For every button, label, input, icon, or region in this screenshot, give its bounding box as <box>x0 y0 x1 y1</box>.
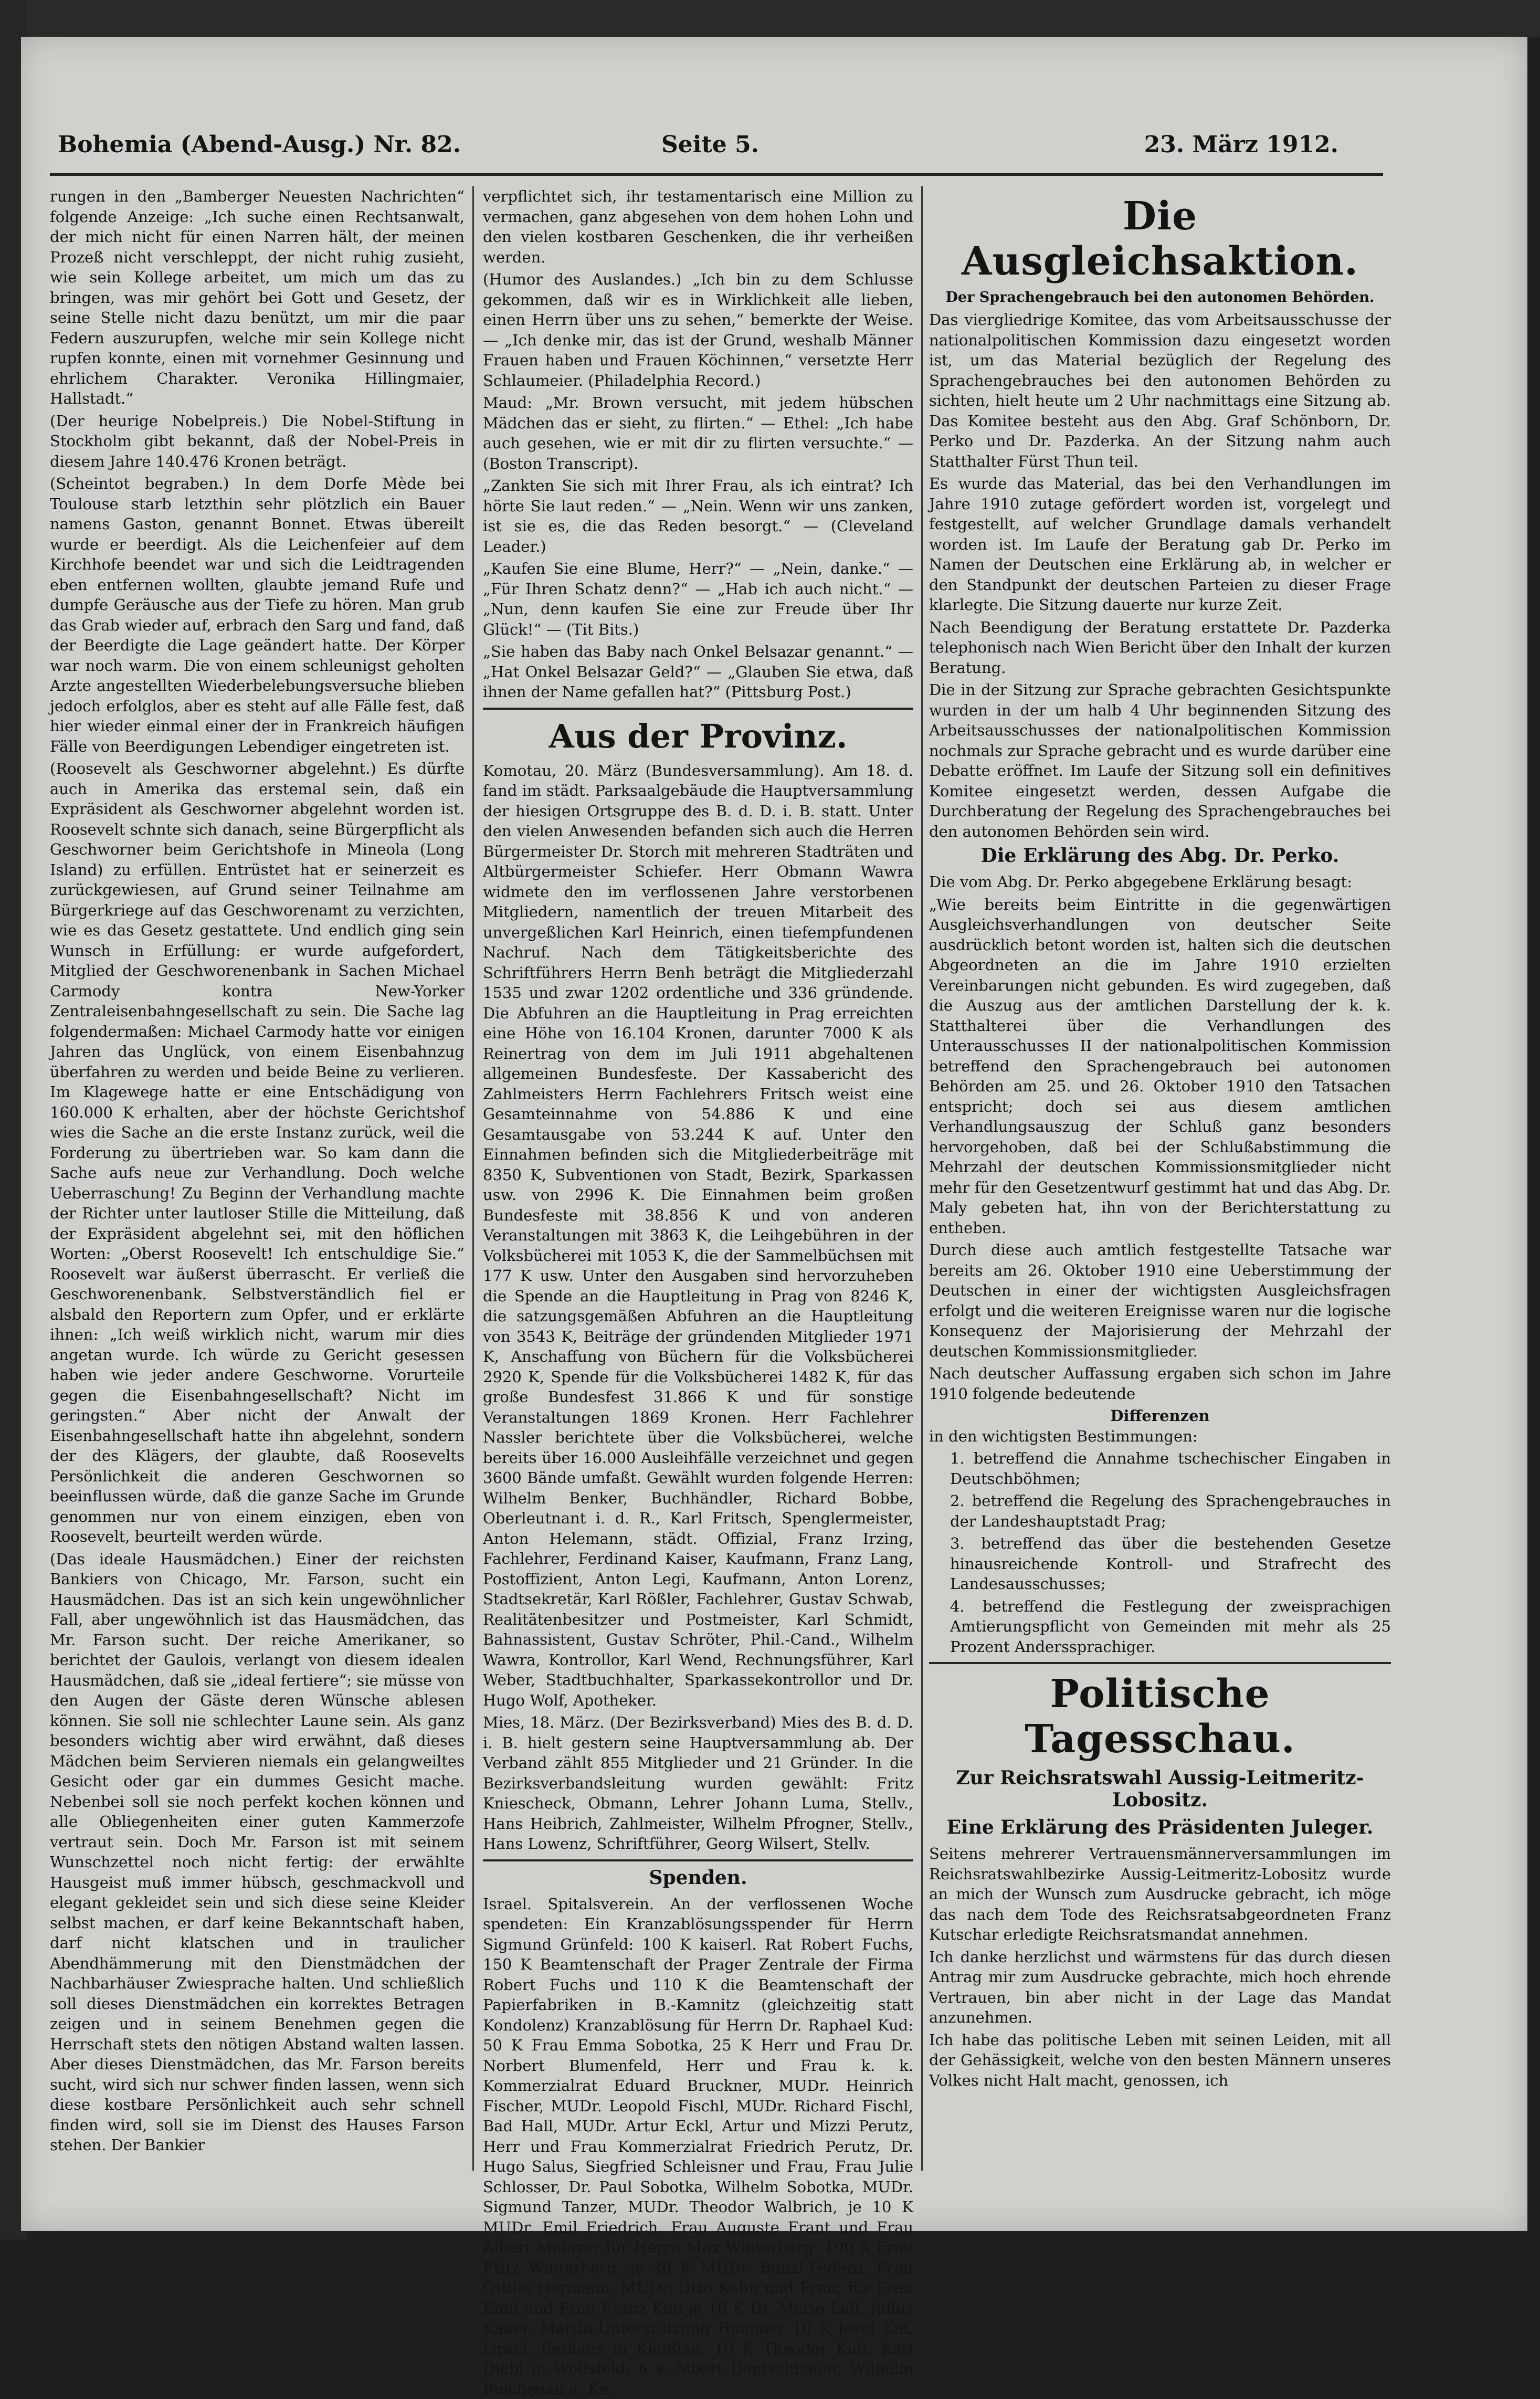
humor-paragraph: Maud: „Mr. Brown versucht, mit jedem hübschen Mädchen das er sieht, zu flirten.“ — Ethel: „Ich habe auch gesehen, wie er mit dir zu flirten versuchte.“ — (Boston Transcript). <box>483 393 913 474</box>
article-paragraph: rungen in den „Bamberger Neuesten Nachrichten“ folgende Anzeige: „Ich suche einen Rechtsanwalt, der mich nicht für einen Narren hält, der meinen Prozeß nicht verschleppt, der nicht ruhig zusieht, wie sein Kollege arbeitet, um mich um das zu bringen, was mir gehört bei Gott und Gesetz, der seine Stelle nicht dazu benützt, um mir die paar Federn auszurupfen, welche mir sein Kollege nicht rupfen konnte, einen mit vornehmer Gesinnung und ehrlichem Charakter. Veronika Hillingmaier, Hallstadt.“ <box>50 186 465 409</box>
humor-paragraph: „Zankten Sie sich mit Ihrer Frau, als ich eintrat? Ich hörte Sie laut reden.“ — „Nein. Wenn wir uns zanken, ist sie es, die das Reden besorgt.“ — (Cleveland Leader.) <box>483 476 913 556</box>
provinz-paragraph: Mies, 18. März. (Der Bezirksverband) Mies des B. d. D. i. B. hielt gestern seine Hauptversammlung ab. Der Verband zählt 855 Mitglieder und 21 Gründer. In die Bezirksverbandsleitung wurden gewählt: Fritz Kniescheck, Obmann, Lehrer Johann Luma, Stellv., Hans Heibrich, Zahlmeister, Wilhelm Pfrogner, Stellv., Hans Lowenz, Schriftführer, Georg Wilsert, Stellv. <box>483 1712 913 1854</box>
column-rule <box>472 186 474 2171</box>
differenzen-item: 1. betreffend die Annahme tschechischer Eingaben in Deutschböhmen; <box>950 1448 1391 1489</box>
ausgleich-paragraph: Die in der Sitzung zur Sprache gebrachten Gesichtspunkte wurden in der um halb 4 Uhr beginnenden Sitzung des Arbeitsausschusses der nationalpolitischen Kommission nochmals zur Sprache gebracht und es wurde darüber eine Debatte eröffnet. Im Laufe der Sitzung soll ein definitives Komitee eingesetzt werden, dessen Aufgabe die Durchberatung der Regelung des Sprachengebrauches bei den autonomen Behörden sein wird. <box>929 680 1391 841</box>
perko-paragraph: Nach deutscher Auffassung ergaben sich schon im Jahre 1910 folgende bedeutende <box>929 1363 1391 1404</box>
differenzen-item: 4. betreffend die Festlegung der zweisprachigen Amtierungspflicht von Gemeinden mit mehr als 25 Prozent Anderssprachiger. <box>950 1596 1391 1657</box>
column-rule <box>921 186 923 2171</box>
ausgleich-paragraph: Das viergliedrige Komitee, das vom Arbeitsausschusse der nationalpolitischen Kommission dazu eingesetzt worden ist, um das Material bezüglich der Regelung des Sprachengebrauches bei den autonomen Behörden zu sichten, hielt heute um 2 Uhr nachmittags eine Sitzung ab. Das Komitee besteht aus den Abg. Graf Schönborn, Dr. Perko und Dr. Pazderka. An der Sitzung nahm auch Statthalter Fürst Thun teil. <box>929 310 1391 471</box>
humor-paragraph: „Kaufen Sie eine Blume, Herr?“ — „Nein, danke.“ — „Für Ihren Schatz denn?“ — „Hab ich auch nicht.“ — „Nun, denn kaufen Sie eine zur Freude über Ihr Glück!“ — (Tit Bits.) <box>483 559 913 639</box>
article-paragraph: (Scheintot begraben.) In dem Dorfe Mède bei Toulouse starb letzthin sehr plötzlich ein Bauer namens Gaston, genannt Bonnet. Etwas übereilt wurde er beerdigt. Als die Leichenfeier auf dem Kirchhofe beendet war und sich die Leidtragenden eben entfernen wollten, glaubte jemand Rufe und dumpfe Geräusche aus der Tiefe zu hören. Man grub das Grab wieder auf, erbrach den Sarg und fand, daß der Beerdigte die Lage geändert hatte. Der Körper war noch warm. Die von einem schleunigst geholten Arzte angestellten Wiederbelebungsversuche blieben jedoch erfolglos, aber es steht auf alle Fälle fest, daß hier wieder einmal einer der in Frankreich häufigen Fälle von Beerdigungen Lebendiger eingetreten ist. <box>50 474 465 756</box>
differenzen-item: 2. betreffend die Regelung des Sprachengebrauches in der Landeshauptstadt Prag; <box>950 1491 1391 1531</box>
reichsrat-title: Zur Reichsratswahl Aussig-Leitmeritz-Lobositz. <box>929 1767 1391 1811</box>
perko-paragraph: Die vom Abg. Dr. Perko abgegebene Erklärung besagt: <box>929 872 1391 892</box>
tagesschau-paragraph: Seitens mehrerer Vertrauensmännerversammlungen im Reichsratswahlbezirke Aussig-Leitmeritz-Lobositz wurde an mich der Wunsch zum Ausdrucke gebracht, ich möge das nach dem Tode des Reichsratsabgeordneten Franz Kutschar erledigte Reichsratsmandat annehmen. <box>929 1844 1391 1945</box>
spenden-title: Spenden. <box>483 1867 913 1889</box>
header-page-number: Seite 5. <box>661 131 759 158</box>
humor-paragraph: „Sie haben das Baby nach Onkel Belsazar genannt.“ — „Hat Onkel Belsazar Geld?“ — „Glauben Sie etwa, daß ihnen der Name gefallen hat?“ (Pittsburg Post.) <box>483 641 913 702</box>
spenden-paragraph: Israel. Spitalsverein. An der verflossenen Woche spendeten: Ein Kranzablösungsspender für Herrn Sigmund Grünfeld: 100 K kaiserl. Rat Robert Fuchs, 150 K Beamtenschaft der Prager Zentrale der Firma Robert Fuchs und 110 K die Beamtenschaft der Papierfabriken in B.-Kamnitz (gleichzeitig statt Kondolenz) Kranzablösung für Herrn Dr. Raphael Kud: 50 K Frau Emma Sobotka, 25 K Herr und Frau Dr. Norbert Blumenfeld, Herr und Frau k. k. Kommerzialrat Eduard Bruckner, MUDr. Heinrich Fischer, MUDr. Leopold Fischl, MUDr. Richard Fischl, Bad Hall, MUDr. Artur Eckl, Artur und Mizzi Perutz, Herr und Frau Kommerzialrat Friedrich Perutz, Dr. Hugo Salus, Siegfried Schleisner und Frau, Frau Julie Schlosser, Dr. Paul Sobotka, Wilhelm Sobotka, MUDr. Sigmund Tanzer, MUDr. Theodor Walbrich, je 10 K MUDr. Emil Friedrich, Frau Auguste Frant und Frau Albert Mahrer; für Herrn Max Winterberg: 100 K Frau Fritz Winterberg, je 20 K MUDr. Bunzl-Federn, Frau Ottilie Hermann, MUDr. Otto Kahn und Frau; für Frau Emil und Frau Franz Kuh je 10 K Dr. Marie Lidl, Julius Kauer, Martin-Unterstützung Hammer 10 K Josef Kaf, Israel. Bethaus in Kleißiau, 10 K Theodor Kuh, Karl Diebl in Wolfsfeld, 6 K Albert Dentschbauer, Wilhelm Reichenau a. Kn. <box>483 1894 913 2399</box>
tagesschau-paragraph: Ich danke herzlichst und wärmstens für das durch diesen Antrag mir zum Ausdrucke gebrachte, mich hoch ehrende Vertrauen, bin aber nicht in der Lage das Mandat anzunehmen. <box>929 1947 1391 2028</box>
column-left <box>50 186 465 2181</box>
differenzen-item: 3. betreffend das über die bestehenden Gesetze hinausreichende Kontroll- und Strafrecht des Landesausschusses; <box>950 1533 1391 1594</box>
differenzen-intro: in den wichtigsten Bestimmungen: <box>929 1426 1391 1447</box>
article-paragraph: (Das ideale Hausmädchen.) Einer der reichsten Bankiers von Chicago, Mr. Farson, sucht ein Hausmädchen. Das ist an sich kein ungewöhnlicher Fall, aber ungewöhnlich ist das Hausmädchen, das Mr. Farson sucht. Der reiche Amerikaner, so berichtet der Gaulois, verlangt von diesem idealen Hausmädchen, daß sie „ideal fertiere“; sie müsse von den Augen der Gäste deren Wünsche ablesen können. Sie soll nie schlechter Laune sein. Als ganz besonders wichtig aber wird erwähnt, daß dieses Mädchen beim Servieren niemals ein gelangweiltes Gesicht oder gar ein dummes Gesicht mache. Nebenbei soll sie noch perfekt kochen können und alle Obliegenheiten einer guten Kammerzofe vertraut sein. Doch Mr. Farson ist mit seinem Wunschzettel noch nicht fertig: der erwählte Hausgeist muß immer hübsch, geschmackvoll und elegant gekleidet sein und sich diese seine Kleider selbst machen, er darf keine Bekanntschaft haben, darf nicht klatschen und in traulicher Abendhämmerung mit den Dienstmädchen der Nachbarhäuser Zwiesprache halten. Und schließlich soll dieses Dienstmädchen ein korrektes Betragen zeigen und in seinem Benehmen gegen die Herrschaft stets den nötigen Abstand walten lassen. Aber dieses Dienstmädchen, das Mr. Farson bereits sucht, wird sich nur schwer finden lassen, wenn sich diese kostbare Persönlichkeit auch sehr schnell finden wird, soll sie im Dienst des Hauses Farson stehen. Der Bankier <box>50 1549 465 2155</box>
perko-paragraph: Durch diese auch amtlich festgestellte Tatsache war bereits am 26. Oktober 1910 eine Ueberstimmung der Deutschen in einer der wichtigsten Ausgleichsfragen erfolgt und die weiteren Ereignisse waren nur die logische Konsequenz der Majorisierung der Mehrzahl der deutschen Kommissionsmitglieder. <box>929 1240 1391 1361</box>
humor-paragraph: (Humor des Auslandes.) „Ich bin zu dem Schlusse gekommen, daß wir es in Wirklichkeit alle lieben, einen Herrn über uns zu sehen,“ bemerkte der Weise. — „Ich denke mir, das ist der Grund, weshalb Männer Frauen haben und Frauen Köchinnen,“ versetzte Herr Schlaumeier. (Philadelphia Record.) <box>483 269 913 391</box>
header-date: 23. März 1912. <box>1144 131 1338 158</box>
column-middle <box>483 186 913 2181</box>
ausgleich-title: Die Ausgleichsaktion. <box>929 194 1391 284</box>
article-paragraph: (Der heurige Nobelpreis.) Die Nobel-Stiftung in Stockholm gibt bekannt, daß der Nobel-Preis in diesem Jahre 140.476 Kronen beträgt. <box>50 411 465 472</box>
scan-border-top <box>0 0 1540 37</box>
ausgleich-subtitle: Der Sprachengebrauch bei den autonomen Behörden. <box>929 289 1391 306</box>
provinz-title: Aus der Provinz. <box>483 717 913 755</box>
page-header <box>58 110 1338 168</box>
perko-paragraph: „Wie bereits beim Eintritte in die gegenwärtigen Ausgleichsverhandlungen von deutscher Seite ausdrücklich betont worden ist, halten sich die deutschen Abgeordneten an die im Jahre 1910 erzielten Vereinbarungen nicht gebunden. Es wird zugegeben, daß die Auszug aus der amtlichen Darstellung der k. k. Statthalterei über die Verhandlungen des Unterausschusses II der nationalpolitischen Kommission betreffend den Sprachengebrauch bei autonomen Behörden am 25. und 26. Oktober 1910 den Tatsachen entspricht; doch sei aus diesem amtlichen Verhandlungsauszug der Schluß ganz besonders hervorgehoben, daß bei der Schlußabstimmung die Mehrzahl der deutschen Kommissionsmitglieder nicht mehr für den Gesetzentwurf gestimmt hat und das Abg. Dr. Maly gebeten hat, ihn von der Berichterstattung zu entheben. <box>929 895 1391 1238</box>
perko-heading: Die Erklärung des Abg. Dr. Perko. <box>929 845 1391 867</box>
ausgleich-paragraph: Es wurde das Material, das bei den Verhandlungen im Jahre 1910 zutage gefördert worden ist, vorgelegt und festgestellt, auf welcher Grundlage damals verhandelt worden ist. Im Laufe der Beratung gab Dr. Perko im Namen der Deutschen eine Erklärung ab, in welcher er den Standpunkt der deutschen Parteien zu dieser Frage klarlegte. Die Sitzung dauerte nur kurze Zeit. <box>929 474 1391 615</box>
provinz-paragraph: Komotau, 20. März (Bundesversammlung). Am 18. d. fand im städt. Parksaalgebäude die Hauptversammlung der hiesigen Ortsgruppe des B. d. D. i. B. statt. Unter den vielen Anwesenden befanden sich auch die Herren Bürgermeister Dr. Storch mit mehreren Stadträten und Altbürgermeister Schiefer. Herr Obmann Wawra widmete den im verflossenen Jahre verstorbenen Mitgliedern, namentlich der treuen Mitarbeit des unvergeßlichen Karl Heinrich, einen tiefempfundenen Nachruf. Nach dem Tätigkeitsberichte des Schriftführers Herrn Benh beträgt die Mitgliederzahl 1535 und zwar 1202 ordentliche und 336 gründende. Die Abfuhren an die Hauptleitung in Prag erreichten eine Höhe von 16.104 Kronen, darunter 7000 K als Reinertrag von dem im Juli 1911 abgehaltenen allgemeinen Bundesfeste. Der Kassabericht des Zahlmeisters Herrn Fachlehrers Fritsch weist eine Gesamteinnahme von 54.886 K und eine Gesamtausgabe von 53.244 K auf. Unter den Einnahmen befinden sich die Mitgliederbeiträge mit 8350 K, Subventionen von Stadt, Bezirk, Sparkassen usw. von 2996 K. Die Einnahmen beim großen Bundesfeste mit 38.856 K und von anderen Veranstaltungen mit 3863 K, die Leihgebühren in der Volksbücherei mit 1053 K, die der Sammelbüchsen mit 177 K usw. Unter den Ausgaben sind hervorzuheben die Spende an die Hauptleitung in Prag von 8246 K, die satzungsgemäßen Abfuhren an die Hauptleitung von 3543 K, Beiträge der gründenden Mitglieder 1971 K, Anschaffung von Büchern für die Volksbücherei 2920 K, Spende für die Volksbücherei 1482 K, für das große Bundesfest 31.866 K und für sonstige Veranstaltungen 1869 Kronen. Herr Fachlehrer Nassler berichtete über die Volksbücherei, welche bereits über 16.000 Ausleihfälle verzeichnet und gegen 3600 Bände umfaßt. Gewählt wurden folgende Herren: Wilhelm Benker, Buchhändler, Richard Bobbe, Oberleutnant i. d. R., Karl Fritsch, Spenglermeister, Anton Helemann, städt. Offizial, Franz Irzing, Fachlehrer, Ferdinand Kaiser, Kaufmann, Franz Lang, Postoffizient, Anton Legi, Kaufmann, Anton Lorenz, Stadtsekretär, Karl Rößler, Fachlehrer, Gustav Schwab, Realitätenbesitzer und Postmeister, Karl Schmidt, Bahnassistent, Gustav Schröter, Phil.-Cand., Wilhelm Wawra, Kontrollor, Karl Wend, Rechnungsführer, Karl Weber, Stadtbuchhalter, Sparkassekontrollor und Dr. Hugo Wolf, Apotheker. <box>483 761 913 1711</box>
header-rule <box>50 173 1383 176</box>
humor-paragraph: verpflichtet sich, ihr testamentarisch eine Million zu vermachen, ganz abgesehen von dem hohen Lohn und den vielen kostbaren Geschenken, die ihr verheißen werden. <box>483 186 913 267</box>
section-rule <box>483 1859 913 1861</box>
section-rule <box>929 1662 1391 1664</box>
ausgleich-paragraph: Nach Beendigung der Beratung erstattete Dr. Pazderka telephonisch nach Wien Bericht über den Inhalt der kurzen Beratung. <box>929 617 1391 678</box>
header-masthead: Bohemia (Abend-Ausg.) Nr. 82. <box>58 131 461 158</box>
juleger-heading: Eine Erklärung des Präsidenten Juleger. <box>929 1816 1391 1838</box>
section-rule <box>483 708 913 710</box>
differenzen-label: Differenzen <box>929 1406 1391 1426</box>
tagesschau-title: Politische Tagesschau. <box>929 1671 1391 1762</box>
article-paragraph: (Roosevelt als Geschworner abgelehnt.) Es dürfte auch in Amerika das erstemal sein, daß ein Expräsident als Geschworner abgelehnt worden ist. Roosevelt schnte sich danach, seine Bürgerpflicht als Geschworner beim Gerichtshofe in Mineola (Long Island) zu erfüllen. Entrüstet hat er seinerzeit es zurückgewiesen, auf Grund seiner Teilnahme am Bürgerkriege auf das Geschworenamt zu verzichten, wie es das Gesetz gestattete. Und endlich ging sein Wunsch in Erfüllung: er wurde aufgefordert, Mitglied der Geschworenenbank in Sachen Michael Carmody kontra New-Yorker Zentraleisenbahngesellschaft zu sein. Die Sache lag folgendermaßen: Michael Carmody hatte vor einigen Jahren das Unglück, von einem Eisenbahnzug überfahren zu werden und beide Beine zu verlieren. Im Klagewege hatte er eine Entschädigung von 160.000 K erhalten, aber der höchste Gerichtshof wies die Sache an die erste Instanz zurück, weil die Forderung zu übertrieben war. So kam dann die Sache aufs neue zur Verhandlung. Doch welche Ueberraschung! Zu Beginn der Verhandlung machte der Richter unter lautloser Stille die Mitteilung, daß der Expräsident abgelehnt sei, mit den höflichen Worten: „Oberst Roosevelt! Ich entschuldige Sie.“ Roosevelt war äußerst überrascht. Er verließ die Geschworenenbank. Selbstverständlich fiel er alsbald den Reportern zum Opfer, und er erklärte ihnen: „Ich weiß wirklich nicht, warum mir dies angetan wurde. Ich würde zu Gericht gesessen haben wie jeder andere Geschworne. Vorurteile gegen die Eisenbahngesellschaft? Nicht im geringsten.“ Aber nicht der Anwalt der Eisenbahngesellschaft hatte ihn abgelehnt, sondern der des Klägers, der glaubte, daß Roosevelts Persönlichkeit die anderen Geschwornen so beeinflussen würde, daß die ganze Sache im Grunde genommen nur von einem einzigen, eben von Roosevelt, beurteilt werden würde. <box>50 759 465 1547</box>
tagesschau-paragraph: Ich habe das politische Leben mit seinen Leiden, mit all der Gehässigkeit, welche von den besten Männern unseres Volkes nicht Halt macht, genossen, ich <box>929 2030 1391 2091</box>
column-right <box>929 186 1391 2181</box>
